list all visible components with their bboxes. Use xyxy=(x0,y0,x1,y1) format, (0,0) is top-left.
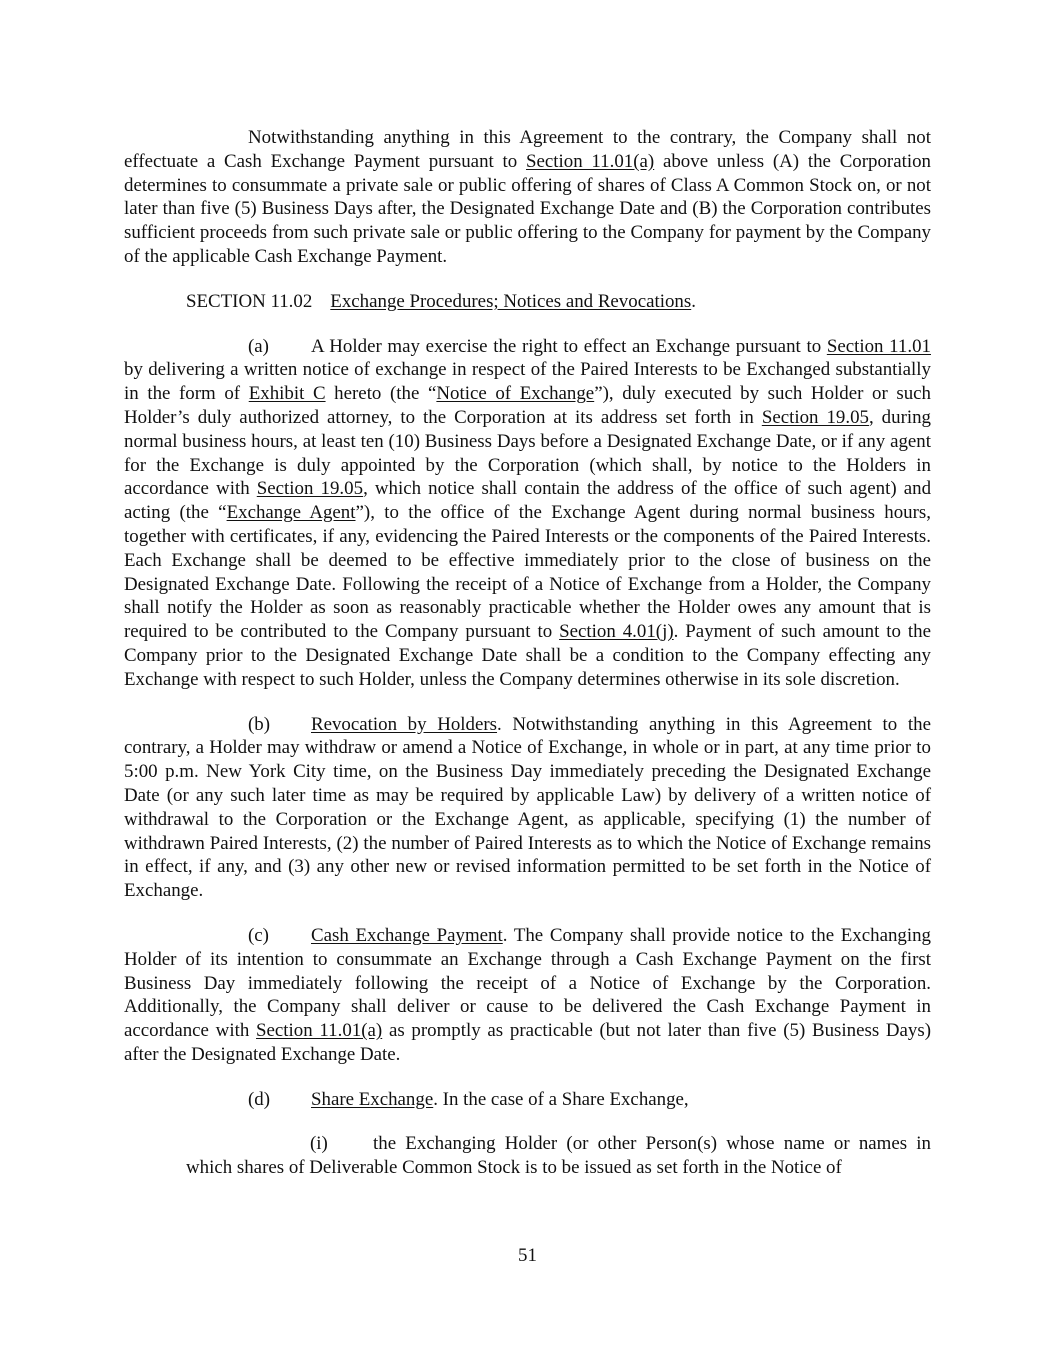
paragraph-text: above unless (A) the Corporation determines to consummate a private sale or public offering of shares of Class A Common Stock on, or not later than five (5) Business Days after, the Designated Exchange Date and (B) the Corporation contributes sufficient proceeds from such private sale or public offering to the Company for payment by the Company of the applicable Cash Exchange Payment. xyxy=(124,150,931,267)
paragraph-b xyxy=(124,713,931,903)
paragraph-text: the Exchanging Holder (or other Person(s) whose name or names in which shares of Deliverable Common Stock is to be issued as set forth in the Notice of xyxy=(186,1133,931,1179)
item-label: (c) xyxy=(248,924,269,946)
paragraph-text: . Payment of such amount to the Company prior to the Designated Exchange Date shall be a condition to the Company effecting any Exchange with respect to such Holder, unless the Company determines otherwise in its sole discretion. xyxy=(124,621,932,690)
paragraph-text: . Notwithstanding anything in this Agreement to the contrary, a Holder may withdraw or amend a Notice of Exchange, in whole or in part, at any time prior to 5:00 p.m. New York City time, on the Business Day immediately preceding the Designated Exchange Date (or any such later time as may be required by applicable Law) by delivery of a written notice of withdrawal to the Corporation or the Exchange Agent, as applicable, specifying (1) the number of withdrawn Paired Interests, (2) the number of Paired Interests as to which the Notice of Exchange remains in effect, if any, and (3) any other new or revised information permitted to be set forth in the Notice of Exchange. xyxy=(124,713,931,902)
section-number: SECTION 11.02 xyxy=(186,290,313,312)
paragraph-text: A Holder may exercise the right to effect an Exchange pursuant to xyxy=(311,335,827,357)
page-number: 51 xyxy=(518,1245,537,1266)
paragraph-d-i xyxy=(124,1132,931,1180)
defined-term: Notice of Exchange xyxy=(436,383,595,405)
item-label: (d) xyxy=(248,1088,271,1110)
section-reference: Section 4.01(j) xyxy=(559,621,674,643)
paragraph-intro xyxy=(124,126,931,269)
section-title: Exchange Procedures; Notices and Revocations xyxy=(330,290,692,312)
paragraph-text: Notwithstanding anything in this Agreement to the contrary, the Company shall not effectuate a Cash Exchange Payment pursuant to xyxy=(124,127,931,172)
item-label: (b) xyxy=(248,713,271,735)
defined-term: Exchange Agent xyxy=(226,502,356,524)
paragraph-c xyxy=(124,924,931,1067)
section-heading xyxy=(124,290,931,314)
exhibit-reference: Exhibit C xyxy=(248,383,326,405)
paragraph-text: , which notice shall contain the address of the office of such agent) and acting (the “ xyxy=(124,478,932,524)
paragraph-a xyxy=(124,335,931,692)
section-title-period: . xyxy=(691,290,696,312)
paragraph-text: by delivering a written notice of exchange in respect of the Paired Interests to be Exchanged substantially in the form of xyxy=(124,359,931,405)
paragraph-text: ”), duly executed by such Holder or such Holder’s duly authorized attorney, to the Corporation at its address set forth in xyxy=(124,383,931,428)
section-reference: Section 19.05 xyxy=(256,478,364,500)
paragraph-text: ”), to the office of the Exchange Agent during normal business hours, together with certificates, if any, evidencing the Paired Interests or the components of the Paired Interests. Each Exchange shall be deemed to be effective immediately prior to the close of business on the Designated Exchange Date. Following the receipt of a Notice of Exchange from a Holder, the Company shall notify the Holder as soon as reasonably practicable whether the Holder owes any amount that is required to be contributed to the Company pursuant to xyxy=(124,502,931,643)
item-heading: Cash Exchange Payment xyxy=(311,924,503,946)
paragraph-text: , during normal business hours, at least ten (10) Business Days before a Designated Exchange Date, or if any agent for the Exchange is duly appointed by the Corporation (which shall, by notice to the Holders in accordance with xyxy=(124,406,931,500)
section-reference: Section 11.01(a) xyxy=(256,1020,383,1042)
paragraph-text: . The Company shall provide notice to the Exchanging Holder of its intention to consummate an Exchange through a Cash Exchange Payment on the first Business Day immediately following the receipt of a Notice of Exchange by the Corporation. Additionally, the Company shall deliver or cause to be delivered the Cash Exchange Payment in accordance with xyxy=(124,924,931,1042)
paragraph-text: as promptly as practicable (but not later than five (5) Business Days) after the Designated Exchange Date. xyxy=(124,1020,932,1065)
item-heading: Share Exchange xyxy=(311,1088,434,1110)
item-heading: Revocation by Holders xyxy=(311,713,498,735)
document-page xyxy=(124,126,931,1180)
paragraph-text: hereto (the “ xyxy=(325,383,437,405)
paragraph-d xyxy=(124,1088,931,1112)
paragraph-text: . In the case of a Share Exchange, xyxy=(433,1088,689,1110)
section-reference: Section 11.01(a) xyxy=(526,150,655,172)
section-reference: Section 19.05 xyxy=(761,406,869,428)
item-label: (a) xyxy=(248,335,269,357)
section-reference: Section 11.01 xyxy=(826,335,931,357)
item-label: (i) xyxy=(310,1133,328,1155)
